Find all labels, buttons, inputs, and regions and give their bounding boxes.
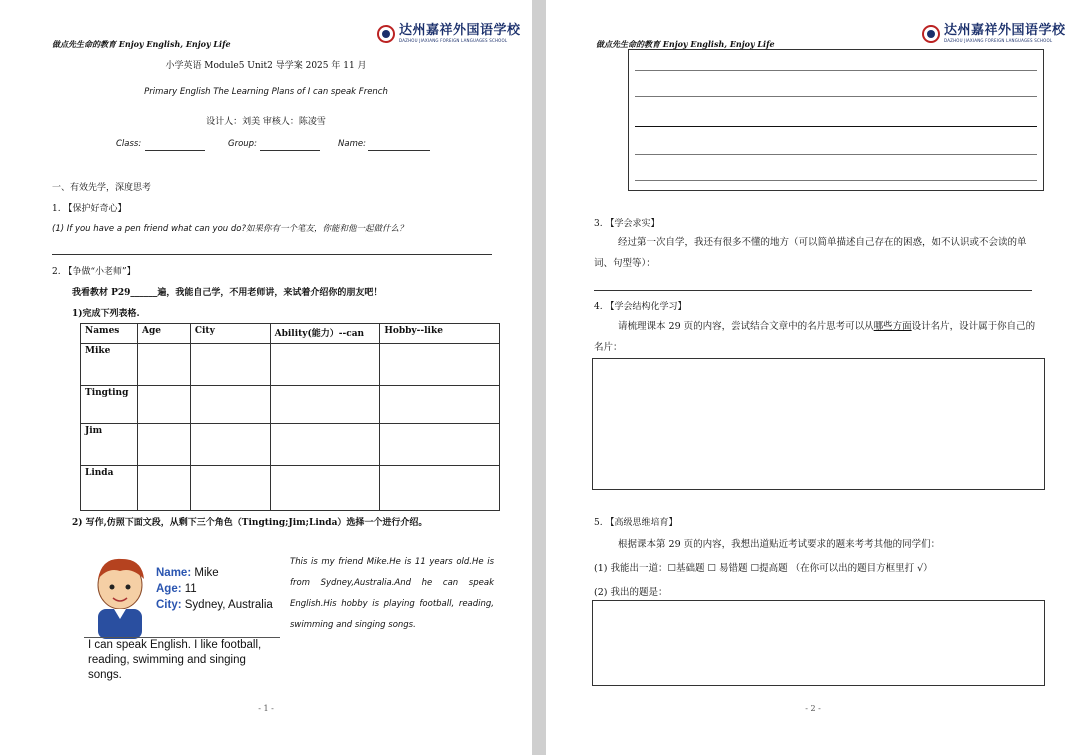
card-name-key: Name:: [156, 567, 192, 579]
q2-text: 我看教材 P29______遍，我能自己学，不用老师讲，来试着介绍你的朋友吧！: [72, 288, 383, 298]
table-row-name: Linda: [81, 466, 138, 511]
table-header: City: [190, 324, 270, 344]
card-city-key: City:: [156, 599, 182, 611]
table-row-name: Mike: [81, 344, 138, 386]
table-cell[interactable]: [270, 424, 380, 466]
q4-title: 4. 【学会结构化学习】: [594, 302, 687, 312]
school-seal-icon: [377, 25, 395, 43]
table-cell[interactable]: [137, 424, 190, 466]
table-cell[interactable]: [270, 386, 380, 424]
school-logo: [922, 24, 1066, 43]
table-cell[interactable]: [190, 466, 270, 511]
page-number: - 2 -: [805, 704, 821, 713]
q5-text: 根据课本第 29 页的内容，我想出道贴近考试要求的题来考考其他的同学们：: [618, 539, 941, 550]
table-cell[interactable]: [380, 344, 500, 386]
table-header: Names: [81, 324, 138, 344]
table-row: [81, 466, 500, 511]
designers: 设计人：刘美 审核人：陈凌雪: [206, 117, 326, 127]
table-header: Age: [137, 324, 190, 344]
table-cell[interactable]: [270, 466, 380, 511]
mike-name-card: [84, 551, 284, 687]
school-seal-icon: [922, 25, 940, 43]
q1-text: (1) If you have a pen friend what can you do?如果你有一个笔友，你能和他一起做什么？: [52, 224, 408, 234]
boy-illustration-icon: [86, 553, 156, 639]
info-table: [80, 323, 500, 511]
q5-options[interactable]: (1) 我能出一道：☐基础题 ☐ 易错题 ☐提高题 （在你可以出的题目方框里打 √）: [594, 563, 933, 574]
school-logo: [377, 24, 521, 43]
writing-line: [635, 126, 1037, 127]
page-title-cn: 小学英语 Module5 Unit2 导学案 2025 年 11 月: [165, 61, 367, 71]
header-motto: 做点先生命的教育 Enjoy English, Enjoy Life: [52, 39, 231, 49]
q3-answer-line[interactable]: [594, 290, 1032, 291]
question-box[interactable]: [592, 600, 1045, 686]
page-title-en: Primary English The Learning Plans of I can speak French: [144, 87, 388, 97]
table-row: [81, 344, 500, 386]
q2-sub2: 2) 写作,仿照下面文段，从剩下三个角色（Tingting;Jim;Linda）选择一个进行介绍。: [72, 518, 428, 528]
table-cell[interactable]: [137, 344, 190, 386]
table-row-name: Tingting: [81, 386, 138, 424]
page-gutter: [532, 0, 546, 755]
table-row: [81, 386, 500, 424]
table-cell[interactable]: [380, 424, 500, 466]
page-2: [546, 0, 1080, 755]
writing-line: [635, 96, 1037, 97]
table-cell[interactable]: [380, 386, 500, 424]
q3-title: 3. 【学会求实】: [594, 219, 660, 229]
name-card-design-box[interactable]: [592, 358, 1045, 490]
q5-sub2: (2) 我出的题是：: [594, 587, 668, 598]
section1-heading: 一、有效先学，深度思考: [52, 183, 152, 193]
q3-text: 经过第一次自学，我还有很多不懂的地方（可以简单描述自己存在的困惑，如不认识或不会读的单词、句型等）：: [594, 237, 1027, 269]
writing-line: [635, 154, 1037, 155]
card-speech: I can speak English. I like football, reading, swimming and singing songs.: [84, 637, 280, 683]
school-name-en: DAZHOU JIAXIANG FOREIGN LANGUAGES SCHOOL: [944, 38, 1053, 43]
table-cell[interactable]: [380, 466, 500, 511]
card-age-value: 11: [184, 583, 197, 595]
group-field[interactable]: [260, 150, 320, 151]
q2-sub1: 1)完成下列表格.: [72, 309, 140, 319]
table-cell[interactable]: [190, 386, 270, 424]
sample-story: This is my friend Mike.He is 11 years old.He is from Sydney,Australia.And he can speak English.His hobby is playing football, reading, swimming and singing songs.: [290, 557, 494, 630]
table-cell[interactable]: [190, 424, 270, 466]
table-cell[interactable]: [270, 344, 380, 386]
card-info: [156, 565, 273, 613]
page-number: - 1 -: [258, 704, 274, 713]
header-motto: 做点先生命的教育 Enjoy English, Enjoy Life: [596, 39, 775, 49]
table-header-row: [81, 324, 500, 344]
table-cell[interactable]: [137, 386, 190, 424]
table-row-name: Jim: [81, 424, 138, 466]
writing-box[interactable]: [628, 49, 1044, 191]
page-1: [0, 0, 532, 755]
q2-title: 2. 【争做“小老师”】: [52, 267, 136, 277]
name-field[interactable]: [368, 150, 430, 151]
card-name-value: Mike: [194, 567, 219, 579]
group-label: Group:: [228, 139, 257, 149]
school-name-en: DAZHOU JIAXIANG FOREIGN LANGUAGES SCHOOL: [399, 38, 508, 43]
q4-text-underlined: 哪些方面: [873, 321, 912, 332]
q4-text-after: 设计名片，设计属于你自己的名片：: [594, 321, 1036, 353]
writing-line: [635, 180, 1037, 181]
q5-title: 5. 【高级思维培育】: [594, 518, 678, 528]
card-age-key: Age:: [156, 583, 182, 595]
q4-text: [594, 316, 1044, 358]
table-header: Ability(能力）--can: [270, 324, 380, 344]
card-city-value: Sydney, Australia: [184, 599, 273, 611]
table-cell[interactable]: [190, 344, 270, 386]
table-header: Hobby--like: [380, 324, 500, 344]
class-label: Class:: [116, 139, 142, 149]
school-name: 达州嘉祥外国语学校: [944, 23, 1066, 38]
q1-title: 1. 【保护好奇心】: [52, 204, 127, 214]
name-label: Name:: [338, 139, 366, 149]
table-row: [81, 424, 500, 466]
table-cell[interactable]: [137, 466, 190, 511]
school-name: 达州嘉祥外国语学校: [399, 23, 521, 38]
class-field[interactable]: [145, 150, 205, 151]
q1-answer-line[interactable]: [52, 254, 492, 255]
q4-text-before: 请梳理课本 29 页的内容，尝试结合文章中的名片思考可以从: [618, 321, 874, 332]
writing-line: [635, 70, 1037, 71]
